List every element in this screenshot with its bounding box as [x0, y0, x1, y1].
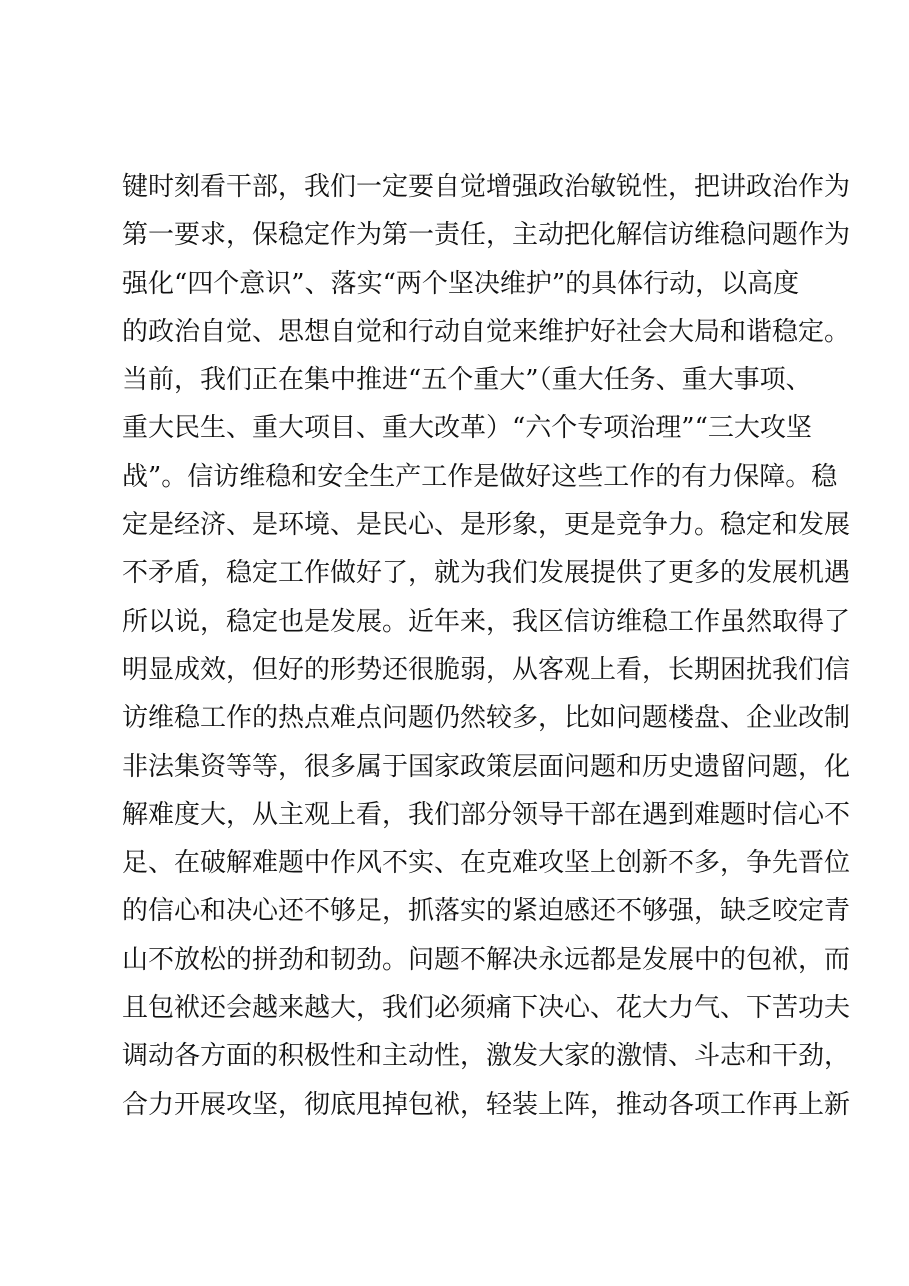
text-line-11: 明显成效，但好的形势还很脆弱，从客观上看，长期困扰我们信 — [122, 654, 851, 685]
body-text — [122, 163, 851, 1129]
text-line-13: 非法集资等等，很多属于国家政策层面问题和历史遗留问题，化 — [122, 751, 851, 782]
text-line-17: 山不放松的拼劲和韧劲。问题不解决永远都是发展中的包袱，而 — [122, 944, 851, 975]
text-line-8: 定是经济、是环境、是民心、是形象，更是竞争力。稳定和发展 — [122, 510, 851, 541]
text-line-3: 强化“四个意识”、落实“两个坚决维护”的具体行动，以高度 — [122, 268, 800, 299]
text-line-18: 且包袱还会越来越大，我们必须痛下决心、花大力气、下苦功夫 — [122, 993, 851, 1024]
text-line-2: 第一要求，保稳定作为第一责任，主动把化解信访维稳问题作为 — [122, 220, 851, 251]
text-line-4: 的政治自觉、思想自觉和行动自觉来维护好社会大局和谐稳定。 — [122, 316, 851, 347]
text-line-19: 调动各方面的积极性和主动性，激发大家的激情、斗志和干劲， — [122, 1041, 851, 1072]
text-line-12: 访维稳工作的热点难点问题仍然较多，比如问题楼盘、企业改制 — [122, 703, 851, 734]
text-line-7: 战”。信访维稳和安全生产工作是做好这些工作的有力保障。稳 — [122, 461, 838, 492]
text-line-20: 合力开展攻坚，彻底甩掉包袱，轻装上阵，推动各项工作再上新 — [122, 1089, 851, 1120]
text-line-6: 重大民生、重大项目、重大改革）“六个专项治理”“三大攻坚 — [122, 413, 812, 444]
text-line-10: 所以说，稳定也是发展。近年来，我区信访维稳工作虽然取得了 — [122, 606, 851, 637]
text-line-1: 键时刻看干部，我们一定要自觉增强政治敏锐性，把讲政治作为 — [122, 172, 851, 202]
text-line-5: 当前，我们正在集中推进“五个重大”（重大任务、重大事项、 — [122, 365, 812, 396]
text-line-14: 解难度大，从主观上看，我们部分领导干部在遇到难题时信心不 — [122, 799, 851, 830]
text-line-15: 足、在破解难题中作风不实、在克难攻坚上创新不多，争先晋位 — [122, 848, 851, 879]
text-line-16: 的信心和决心还不够足，抓落实的紧迫感还不够强，缺乏咬定青 — [122, 896, 851, 927]
text-line-9: 不矛盾，稳定工作做好了，就为我们发展提供了更多的发展机遇 — [122, 558, 851, 589]
